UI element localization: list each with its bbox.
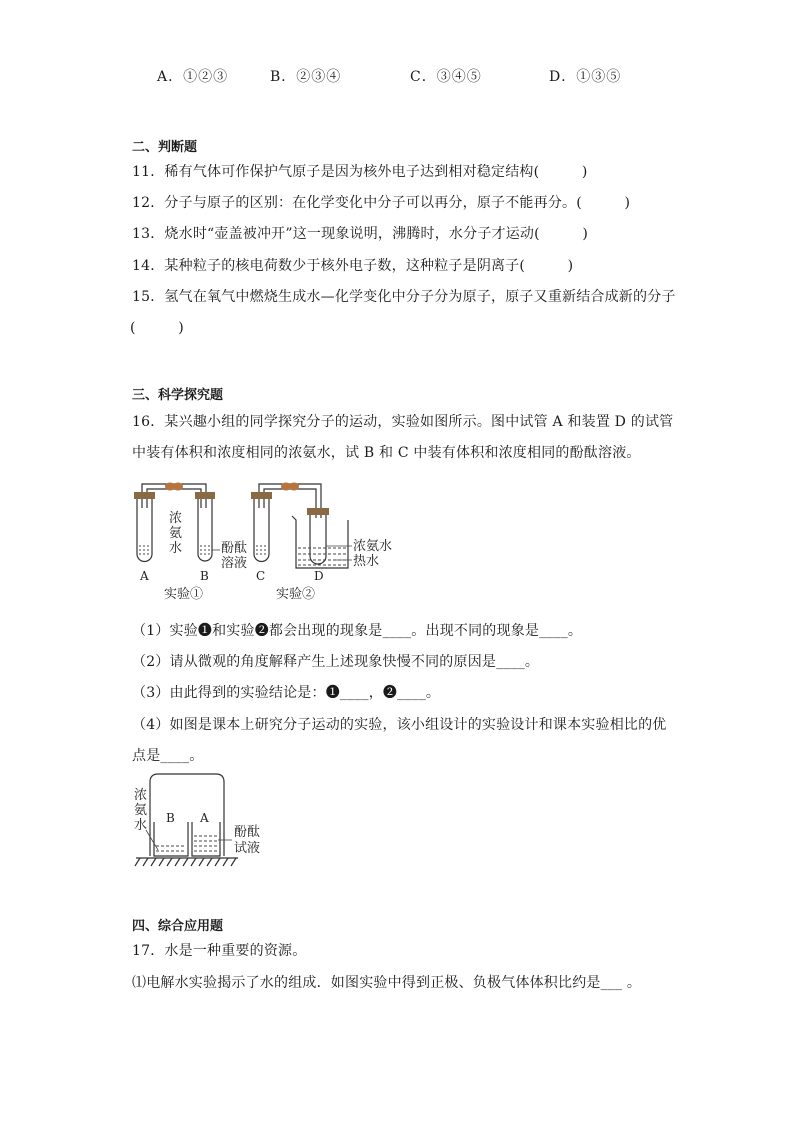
question-14: 14．某种粒子的核电荷数少于核外电子数，这种粒子是阴离子( ) <box>132 258 574 274</box>
label-tube-c: C <box>256 569 266 583</box>
test-tube-c <box>254 494 269 562</box>
question-12: 12．分子与原子的区别：在化学变化中分子可以再分，原子不能再分。( ) <box>132 195 631 211</box>
label-ammonia-3: 水 <box>169 541 183 556</box>
label-ammonia-3: 水 <box>134 818 148 833</box>
label-ammonia-2: 氨 <box>169 526 183 541</box>
question-15-line1: 15．氢气在氧气中燃烧生成水—化学变化中分子分为原子，原子又重新结合成新的分子 <box>132 289 676 305</box>
section-title-application: 四、综合应用题 <box>132 919 224 934</box>
label-ammonia-2: 氨 <box>134 803 148 818</box>
option-c: C．③④⑤ <box>410 69 482 85</box>
question-16-line2: 中装有体积和浓度相同的浓氨水，试 B 和 C 中装有体积和浓度相同的酚酞溶液。 <box>132 445 641 461</box>
question-16-part4-line1: （4）如图是课本上研究分子运动的实验，该小组设计的实验设计和课本实验相比的优 <box>132 717 667 733</box>
ground-hatching <box>135 858 238 866</box>
question-16-part1: （1）实验❶和实验❷都会出现的现象是____。出现不同的现象是____。 <box>132 623 583 639</box>
label-beaker-b: B <box>166 811 175 825</box>
question-17-part1: ⑴电解水实验揭示了水的组成．如图实验中得到正极、负极气体体积比约是___ 。 <box>132 975 642 991</box>
option-a: A．①②③ <box>157 69 229 85</box>
label-phenol-1: 酚酞 <box>234 825 261 840</box>
test-tube-d <box>310 510 326 564</box>
experiment-figure-1 <box>120 474 410 608</box>
question-11: 11．稀有气体可作保护气原子是因为核外电子达到相对稳定结构( ) <box>132 164 588 180</box>
section-title-judgment: 二、判断题 <box>132 140 198 155</box>
label-hot-water: 热水 <box>353 554 380 569</box>
question-17: 17．水是一种重要的资源。 <box>132 943 307 959</box>
bell-jar <box>150 774 224 856</box>
option-b: B．②③④ <box>270 69 342 85</box>
label-tube-b: B <box>200 569 209 583</box>
question-16-part4-line2: 点是____。 <box>132 748 204 764</box>
caption-experiment-1: 实验① <box>164 587 204 602</box>
question-13: 13．烧水时“壶盖被冲开”这一现象说明，沸腾时，水分子才运动( ) <box>132 226 589 242</box>
question-15-line2: ( ) <box>130 320 184 336</box>
caption-experiment-2: 实验② <box>276 587 316 602</box>
option-d: D．①③⑤ <box>549 69 622 85</box>
test-tube-b <box>198 494 212 561</box>
label-phenol-2: 试液 <box>234 841 261 856</box>
section-title-inquiry: 三、科学探究题 <box>132 388 224 403</box>
label-ammonia-water: 浓氨水 <box>353 539 393 554</box>
question-16-line1: 16．某兴趣小组的同学探究分子的运动，实验如图所示。图中试管 A 和装置 D 的试管 <box>132 414 674 430</box>
label-phenol-2: 溶液 <box>221 556 248 571</box>
label-ammonia-1: 浓 <box>134 788 148 803</box>
label-ammonia-1: 浓 <box>169 511 183 526</box>
label-tube-a: A <box>140 569 149 583</box>
question-16-part3: （3）由此得到的实验结论是：❶____，❷____。 <box>132 685 441 701</box>
test-tube-a <box>137 494 152 562</box>
label-tube-d: D <box>314 569 324 583</box>
experiment-figure-2 <box>132 770 282 876</box>
label-phenol-1: 酚酞 <box>221 541 248 556</box>
label-beaker-a: A <box>200 811 209 825</box>
question-16-part2: （2）请从微观的角度解释产生上述现象快慢不同的原因是____。 <box>132 654 540 670</box>
